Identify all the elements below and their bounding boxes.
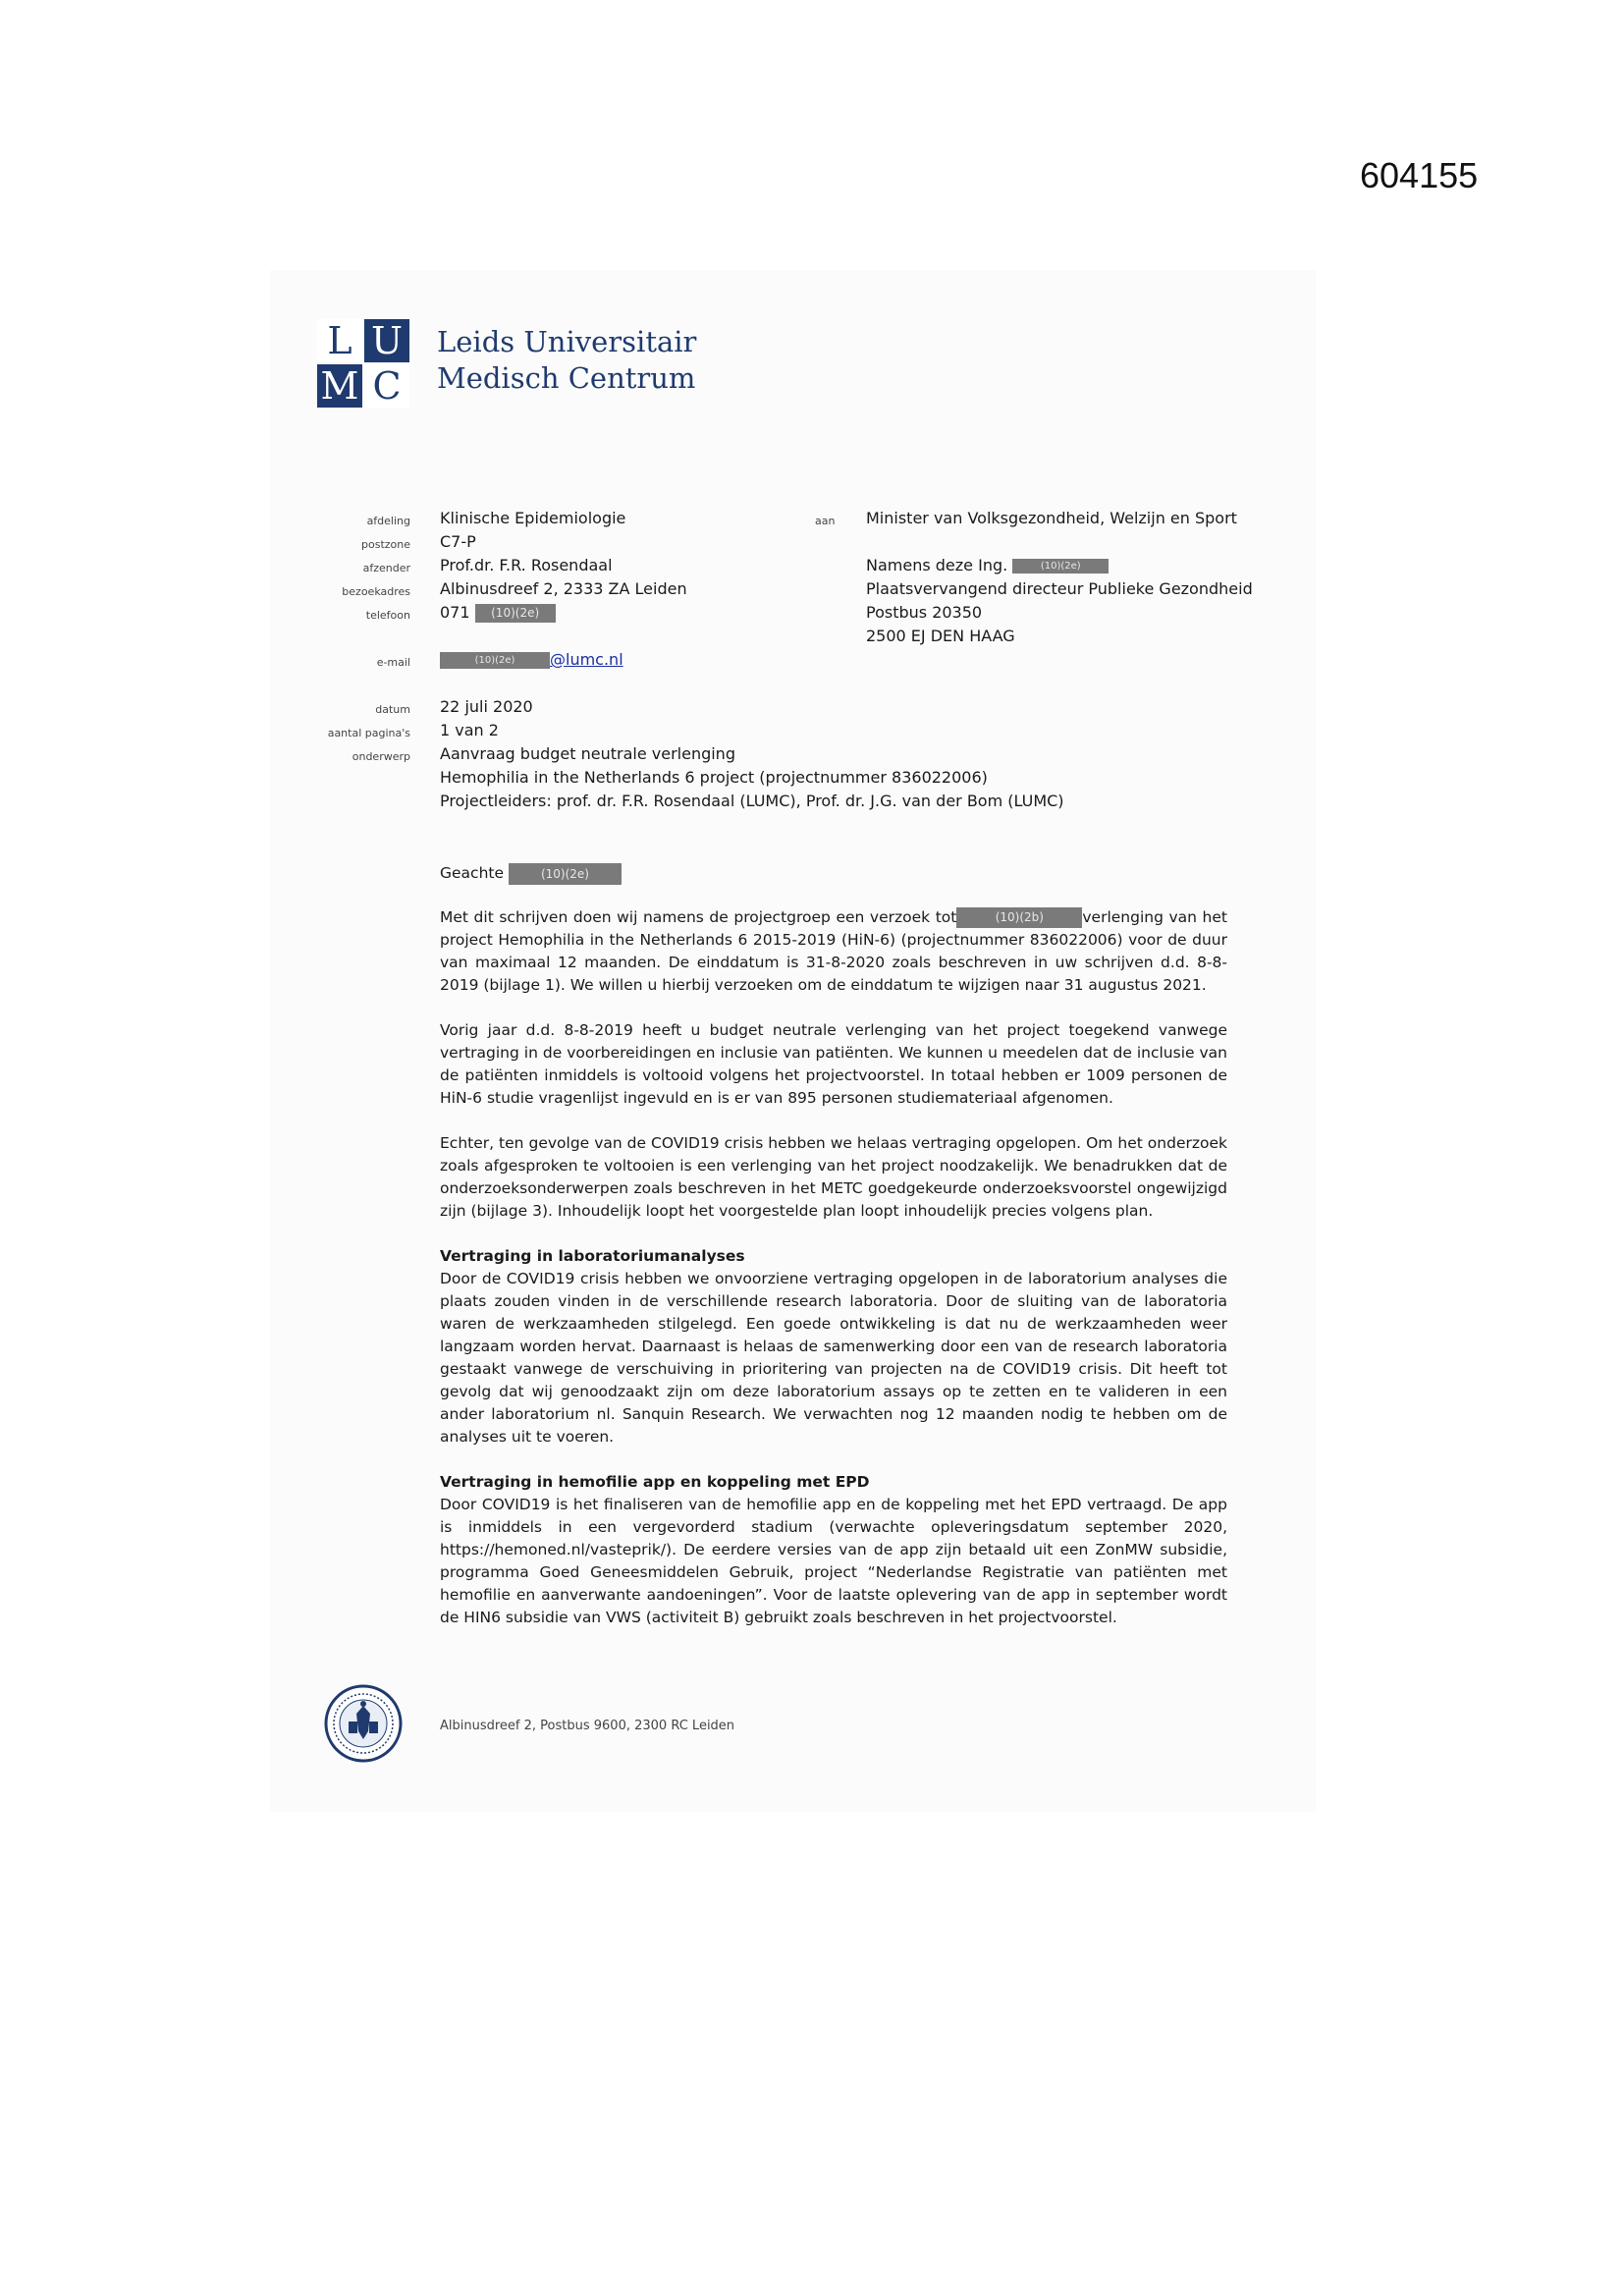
datum-value: 22 juli 2020 <box>440 697 533 716</box>
section-heading-app: Vertraging in hemofilie app en koppeling met EPD <box>440 1473 870 1491</box>
paginas-label: aantal pagina's <box>327 727 410 739</box>
logo-letter-m: M <box>317 364 362 408</box>
recipient-line4: Postbus 20350 <box>866 603 983 622</box>
afzender-value: Prof.dr. F.R. Rosendaal <box>440 556 613 574</box>
redaction-box: (10)(2e) <box>475 604 556 623</box>
paragraph-2: Vorig jaar d.d. 8-8-2019 heeft u budget neutrale verlenging van het project toegekend vanwege vertraging in de voorbereidingen en inclusie van patiënten. We kunnen u meedelen dat de inclusie van de patiënten inmiddels is voltooid volgens het projectvoorstel. In totaal hebben er 1009 personen de HiN-6 studie vragenlijst ingevuld en is er van 895 personen studiemateriaal afgenomen. <box>440 1021 1227 1107</box>
document-number: 604155 <box>1360 155 1479 195</box>
paragraph-3: Echter, ten gevolge van de COVID19 crisis hebben we helaas vertraging opgelopen. Om het onderzoek zoals afgesproken te voltooien is een verlenging van het project noodzakelijk. We benadrukken dat de onderzoeksonderwerpen zoals beschreven in het METC goedgekeurde onderzoeksvoorstel ongewijzigd zijn (bijlage 3). Inhoudelijk loopt het voorgestelde plan loopt inhoudelijk precies volgens plan. <box>440 1134 1227 1220</box>
logo-letter-u: U <box>364 319 409 362</box>
paragraph-5: Door COVID19 is het finaliseren van de hemofilie app en de koppeling met het EPD vertraagd. De app is inmiddels in een vergevorderd stadium (verwachte opleveringsdatum september 2020, https://hemoned.nl/vasteprik/). De eerdere versies van de app zijn betaald uit een ZonMW subsidie, programma Goed Geneesmiddelen Gebruik, project “Nederlandse Registratie van patiënten met hemofilie en aanverwante aandoeningen”. Voor de laatste oplevering van de app in september wordt de HIN6 subsidie van VWS (activiteit B) gebruikt zoals beschreven in het projectvoorstel. <box>440 1496 1227 1626</box>
telefoon-prefix: 071 <box>440 603 470 622</box>
redaction-box: (10)(2e) <box>440 652 550 669</box>
datum-label: datum <box>375 703 410 716</box>
section-heading-lab: Vertraging in laboratoriumanalyses <box>440 1247 745 1265</box>
paragraph-1 <box>440 906 1227 997</box>
afzender-label: afzender <box>362 562 410 574</box>
logo-name-line1: Leids Universitair <box>437 325 697 358</box>
university-seal-icon <box>324 1684 403 1763</box>
logo-letter-c: C <box>364 364 409 408</box>
email-domain-link[interactable]: @lumc.nl <box>550 650 623 669</box>
onderwerp-line1: Aanvraag budget neutrale verlenging <box>440 744 735 763</box>
onderwerp-line2: Hemophilia in the Netherlands 6 project (projectnummer 836022006) <box>440 768 988 787</box>
paragraph-1-start: Met dit schrijven doen wij namens de projectgroep een verzoek tot <box>440 908 957 926</box>
letter-body <box>440 862 1227 1652</box>
recipient-line1: Minister van Volksgezondheid, Welzijn en Sport <box>866 509 1237 527</box>
email-value <box>440 650 623 669</box>
salutation <box>440 862 1227 885</box>
logo-mark <box>317 319 411 410</box>
afdeling-value: Klinische Epidemiologie <box>440 509 626 527</box>
recipient-line3: Plaatsvervangend directeur Publieke Gezondheid <box>866 579 1253 598</box>
paragraph-4: Door de COVID19 crisis hebben we onvoorziene vertraging opgelopen in de laboratorium analyses die plaats zouden vinden in de verschillende research laboratoria. Door de sluiting van de laboratoria waren de werkzaamheden stilgelegd. Een goede ontwikkeling is dat nu de werkzaamheden weer langzaam worden hervat. Daarnaast is helaas de samenwerking door een van de research laboratoria gestaakt vanwege de verschuiving in prioritering van projecten na de COVID19 crisis. Dit heeft tot gevolg dat wij genoodzaakt zijn om deze laboratorium assays op te zetten en te valideren in een ander laboratorium nl. Sanquin Research. We verwachten nog 12 maanden nodig te hebben om de analyses uit te voeren. <box>440 1270 1227 1446</box>
logo-name-line2: Medisch Centrum <box>437 361 696 395</box>
paragraph-1-rest: verlenging van het project Hemophilia in the Netherlands 6 2015-2019 (HiN-6) (projectnummer 836022006) voor de duur van maximaal 12 maanden. De einddatum is 31-8-2020 zoals beschreven in uw schrijven d.d. 8-8-2019 (bijlage 1). We willen u hierbij verzoeken om de einddatum te wijzigen naar 31 augustus 2021. <box>440 908 1227 994</box>
paginas-value: 1 van 2 <box>440 721 499 739</box>
logo-letter-l: L <box>317 319 362 362</box>
postzone-value: C7-P <box>440 532 476 551</box>
redaction-box: (10)(2e) <box>509 863 622 885</box>
recipient-line5: 2500 EJ DEN HAAG <box>866 627 1015 645</box>
redaction-box: (10)(2b) <box>956 907 1082 928</box>
salutation-text: Geachte <box>440 864 505 882</box>
logo-wordmark <box>437 324 696 397</box>
postzone-label: postzone <box>361 538 410 551</box>
aan-label: aan <box>815 515 836 527</box>
afdeling-label: afdeling <box>366 515 410 527</box>
telefoon-label: telefoon <box>365 609 410 622</box>
recipient-namens: Namens deze Ing. <box>866 556 1008 574</box>
bezoekadres-label: bezoekadres <box>342 585 410 598</box>
redaction-box: (10)(2e) <box>1012 559 1109 574</box>
footer-address: Albinusdreef 2, Postbus 9600, 2300 RC Leiden <box>440 1719 735 1733</box>
onderwerp-label: onderwerp <box>352 750 410 763</box>
email-label: e-mail <box>376 656 410 669</box>
telefoon-value <box>440 603 556 623</box>
bezoekadres-value: Albinusdreef 2, 2333 ZA Leiden <box>440 579 687 598</box>
recipient-line2 <box>866 556 1109 574</box>
onderwerp-line3: Projectleiders: prof. dr. F.R. Rosendaal (LUMC), Prof. dr. J.G. van der Bom (LUMC) <box>440 792 1064 810</box>
